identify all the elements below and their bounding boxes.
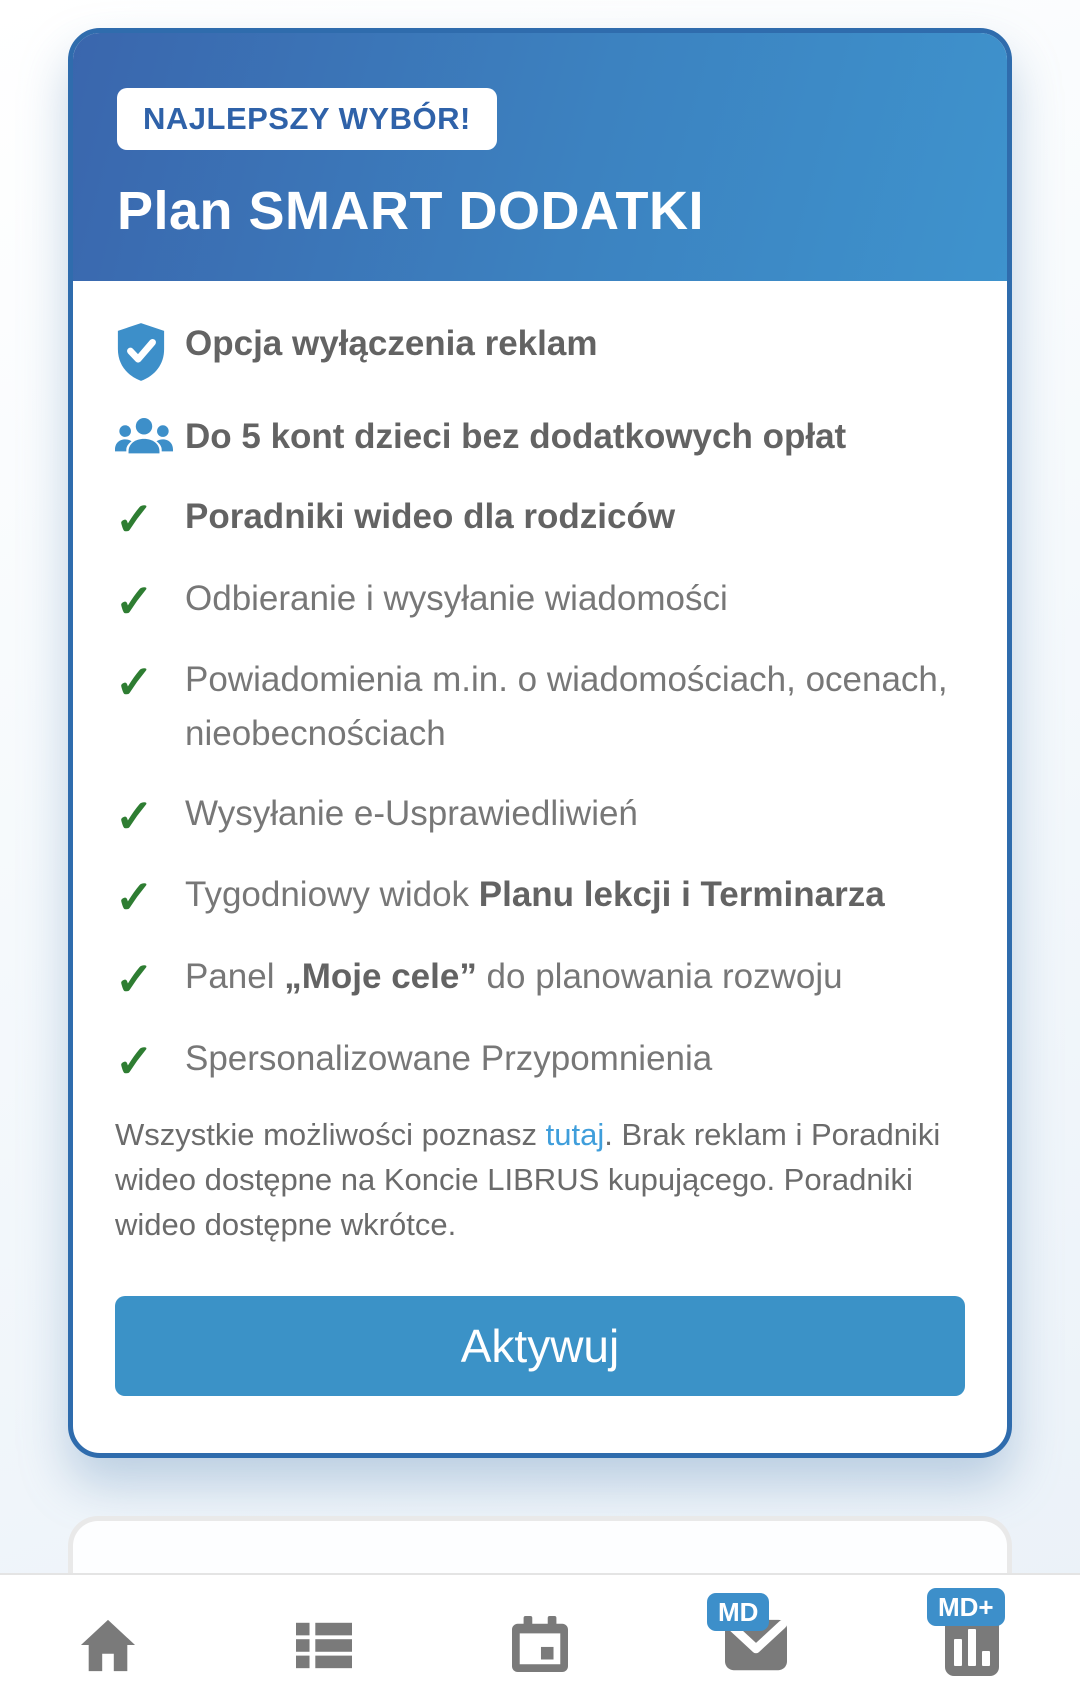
plan-title: Plan SMART DODATKI (117, 181, 704, 241)
tutaj-link[interactable]: tutaj (545, 1117, 605, 1153)
nav-badge: MD+ (927, 1588, 1005, 1626)
feature-row (115, 787, 967, 842)
check-icon: ✓ (115, 1034, 154, 1087)
feature-row (115, 653, 967, 759)
nav-item-stats[interactable] (864, 1575, 1080, 1700)
feature-list (73, 281, 1007, 1086)
nav-icon-wrap (78, 1617, 138, 1673)
plan-card-header (73, 33, 1007, 281)
feature-text: Odbieranie i wysyłanie wiadomości (185, 578, 728, 618)
check-icon: ✓ (115, 656, 154, 709)
feature-text: Poradniki wideo dla rodziców (185, 497, 676, 537)
feature-row (115, 1032, 967, 1087)
nav-item-messages[interactable] (648, 1575, 864, 1700)
shield-check-icon (115, 317, 185, 383)
feature-text: Panel „Moje cele” do planowania rozwoju (185, 956, 843, 996)
nav-item-menu[interactable] (216, 1575, 432, 1700)
list-icon (296, 1620, 352, 1670)
feature-text: Spersonalizowane Przypomnienia (185, 1038, 713, 1078)
check-icon: ✓ (115, 871, 154, 924)
activate-button[interactable]: Aktywuj (115, 1296, 965, 1396)
feature-text: Wysyłanie e-Usprawiedliwień (185, 793, 638, 833)
nav-icon-wrap (512, 1616, 568, 1674)
note-text-before: Wszystkie możliwości poznasz (115, 1117, 546, 1153)
check-icon: ✓ (115, 574, 154, 627)
feature-row (115, 317, 967, 383)
feature-row (115, 950, 967, 1005)
nav-icon-wrap (718, 1596, 787, 1671)
nav-item-home[interactable] (0, 1575, 216, 1700)
feature-text: Do 5 kont dzieci bez dodatkowych opłat (185, 417, 847, 456)
feature-row (115, 490, 967, 545)
nav-badge: MD (707, 1593, 769, 1631)
best-choice-badge: NAJLEPSZY WYBÓR! (117, 88, 497, 150)
calendar-icon (512, 1616, 568, 1674)
feature-row (115, 410, 967, 463)
nav-icon-wrap (296, 1620, 352, 1670)
feature-row (115, 572, 967, 627)
check-icon: ✓ (115, 493, 154, 546)
nav-icon-wrap (938, 1591, 999, 1676)
nav-item-calendar[interactable] (432, 1575, 648, 1700)
feature-text: Powiadomienia m.in. o wiadomościach, ocenach, nieobecnościach (185, 660, 948, 753)
plan-card (68, 28, 1012, 1458)
feature-text: Tygodniowy widok Planu lekcji i Terminarza (185, 875, 885, 915)
plan-note (115, 1113, 965, 1248)
people-icon (115, 410, 185, 454)
feature-row (115, 868, 967, 923)
bottom-nav (0, 1573, 1080, 1700)
home-icon (78, 1617, 138, 1673)
note-text-after: . Brak reklam i Poradniki wideo dostępne na Koncie LIBRUS kupującego. Poradniki wideo dostępne wkrótce. (115, 1117, 941, 1242)
check-icon: ✓ (115, 789, 154, 842)
check-icon: ✓ (115, 952, 154, 1005)
feature-text: Opcja wyłączenia reklam (185, 324, 598, 363)
